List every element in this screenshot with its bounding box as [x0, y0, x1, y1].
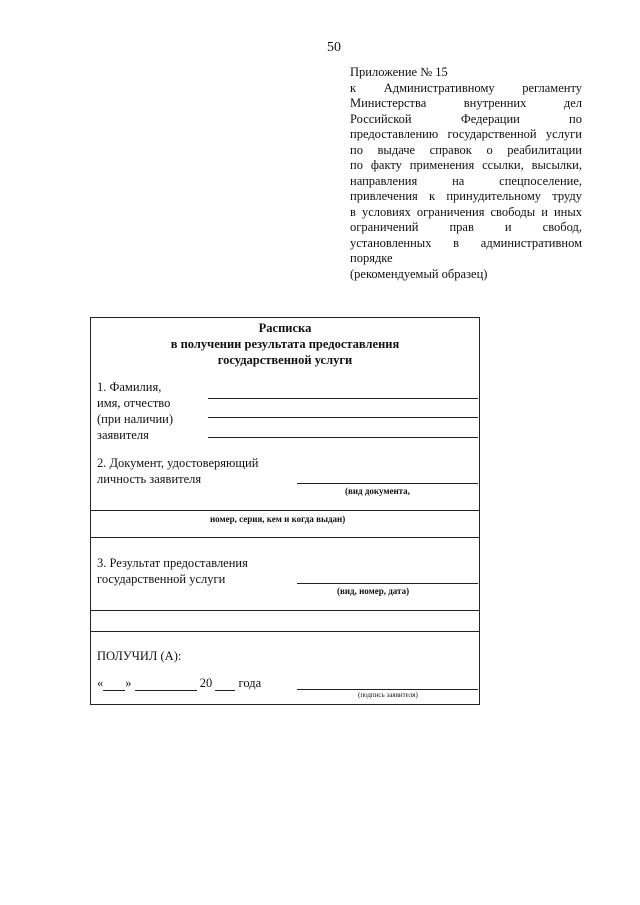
section-divider: [91, 537, 479, 538]
appendix-header: [350, 65, 582, 282]
name-input-line[interactable]: [208, 417, 478, 418]
appendix-line: ограничений прав и свобод,: [350, 220, 582, 234]
receipt-form: [90, 317, 480, 705]
document-input-line-full[interactable]: [91, 510, 479, 511]
year-prefix: 20: [199, 676, 213, 690]
page-number: 50: [327, 40, 341, 55]
form-title: [91, 318, 479, 368]
day-input-line[interactable]: [103, 678, 125, 691]
date-line: [97, 676, 261, 691]
signature-input-line[interactable]: [297, 689, 478, 690]
appendix-line: Приложение № 15: [350, 65, 448, 79]
appendix-line: привлечения к принудительному труду: [350, 189, 582, 203]
result-input-line[interactable]: [297, 583, 478, 584]
appendix-line: к Административному регламенту: [350, 80, 582, 95]
appendix-line: по выдаче справок о реабилитации: [350, 142, 582, 157]
field1-label-line: (при наличии): [97, 412, 174, 426]
appendix-line: направления на спецпоселение,: [350, 173, 582, 188]
year-word: года: [238, 676, 262, 690]
year-input-line[interactable]: [215, 678, 235, 691]
document-input-line[interactable]: [297, 483, 478, 484]
result-hint: (вид, номер, дата): [337, 586, 410, 596]
appendix-line: (рекомендуемый образец): [350, 266, 488, 281]
appendix-line: предоставлению государственной услуги: [350, 127, 582, 141]
appendix-line: Министерства внутренних дел: [350, 96, 582, 110]
date-close-quote: »: [125, 676, 132, 690]
received-label: ПОЛУЧИЛ (А):: [97, 649, 182, 663]
field1-label-line: заявителя: [97, 428, 149, 442]
form-title-line: Расписка: [258, 321, 312, 335]
appendix-line: в условиях ограничения свободы и иных: [350, 204, 582, 219]
field2-label-line: 2. Документ, удостоверяющий: [97, 456, 259, 470]
appendix-line: порядке: [350, 251, 393, 265]
name-input-line[interactable]: [208, 437, 478, 438]
field3-label-line: 3. Результат предоставления: [97, 556, 248, 570]
field3-label-line: государственной услуги: [97, 572, 226, 586]
appendix-line: установленных в административном: [350, 235, 582, 250]
appendix-line: по факту применения ссылки, высылки,: [350, 158, 582, 172]
form-title-line: государственной услуги: [217, 353, 353, 367]
form-title-line: в получении результата предоставления: [170, 337, 400, 351]
field1-label-line: имя, отчество: [97, 396, 171, 410]
signature-hint: (подпись заявителя): [358, 691, 418, 699]
date-open-quote: «: [97, 676, 104, 690]
field2-label-line: личность заявителя: [97, 472, 202, 486]
section-divider: [91, 631, 479, 632]
appendix-line: Российской Федерации по: [350, 111, 582, 126]
document-hint-2: номер, серия, кем и когда выдан): [210, 514, 346, 524]
name-input-line[interactable]: [208, 398, 478, 399]
field1-label-line: 1. Фамилия,: [97, 380, 162, 394]
document-hint: (вид документа,: [345, 486, 410, 496]
month-input-line[interactable]: [135, 678, 197, 691]
result-input-line-full[interactable]: [91, 610, 479, 611]
